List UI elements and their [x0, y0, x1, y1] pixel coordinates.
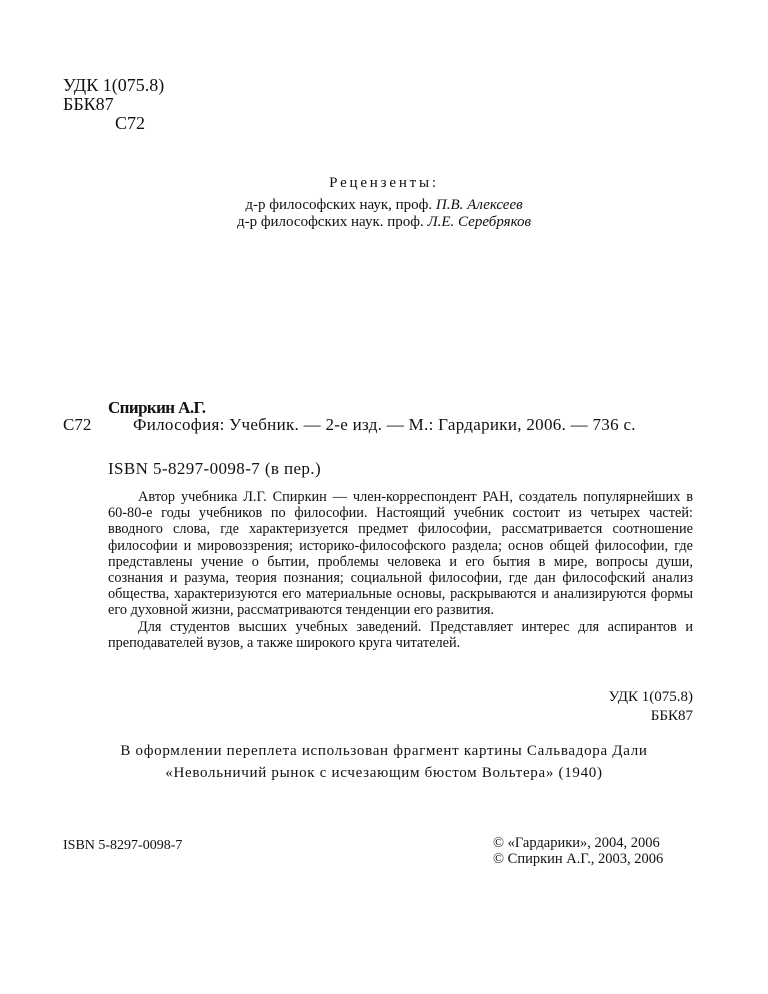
bbk-code: ББК87: [63, 94, 114, 114]
cover-note: [0, 740, 768, 784]
author-heading: Спиркин А.Г.: [108, 398, 206, 417]
reviewer-name: П.В. Алексеев: [435, 197, 523, 213]
reviewer-degree: д-р философских наук. проф.: [236, 214, 428, 230]
copyright-line: © «Гардарики», 2004, 2006: [493, 835, 660, 851]
reviewer-line: [0, 197, 768, 214]
cover-note-line: «Невольничий рынок с исчезающим бюстом Вольтера» (1940): [165, 765, 603, 781]
reviewers-heading: Рецензенты:: [329, 175, 439, 191]
bbk-code: ББК87: [650, 708, 693, 724]
annotation-paragraph: Для студентов высших учебных заведений. Представляет интерес для аспирантов и преподавателей вузов, а также широкого круга читателей.: [108, 618, 693, 651]
reviewer-name: Л.Е. Серебряков: [427, 214, 532, 230]
copyright-line: © Спиркин А.Г., 2003, 2006: [493, 851, 664, 867]
classification-footer: [500, 688, 693, 726]
reviewers-list: [0, 197, 768, 231]
bibliographic-description: Философия: Учебник. — 2-е изд. — М.: Гардарики, 2006. — 736 с.: [133, 415, 636, 434]
annotation: [108, 489, 693, 651]
isbn-number: ISBN 5-8297-0098-7: [63, 838, 183, 853]
cover-note-line: В оформлении переплета использован фрагмент картины Сальвадора Дали: [120, 743, 648, 759]
record-author-mark: С72: [63, 415, 92, 434]
author-mark: С72: [115, 113, 146, 133]
reviewer-degree: д-р философских наук, проф.: [245, 197, 436, 213]
udk-code: УДК 1(075.8): [608, 689, 693, 705]
copyright-block: [493, 835, 663, 867]
udk-code: УДК 1(075.8): [63, 75, 165, 95]
classification-header: [63, 76, 164, 133]
reviewer-line: [0, 214, 768, 231]
isbn-binding: ISBN 5-8297-0098-7 (в пер.): [108, 459, 322, 478]
annotation-paragraph: Автор учебника Л.Г. Спиркин — член-корреспондент РАН, создатель популярнейших в 60-80-е годы учебников по философии. Настоящий учебник состоит из четырех частей: вводного слова, где характеризуется предмет философии, рассматривается соотношение философии и мировоззрения; историко-философского раздела; основ общей философии, где представлены учение о бытии, проблемы человека и его бытия в мире, вопросы души, сознания и разума, теория познания; социальной философии, где дан философский анализ общества, характеризуются его материальные основы, раскрываются и анализируются формы его духовной жизни, рассматриваются тенденции его развития.: [108, 489, 693, 619]
